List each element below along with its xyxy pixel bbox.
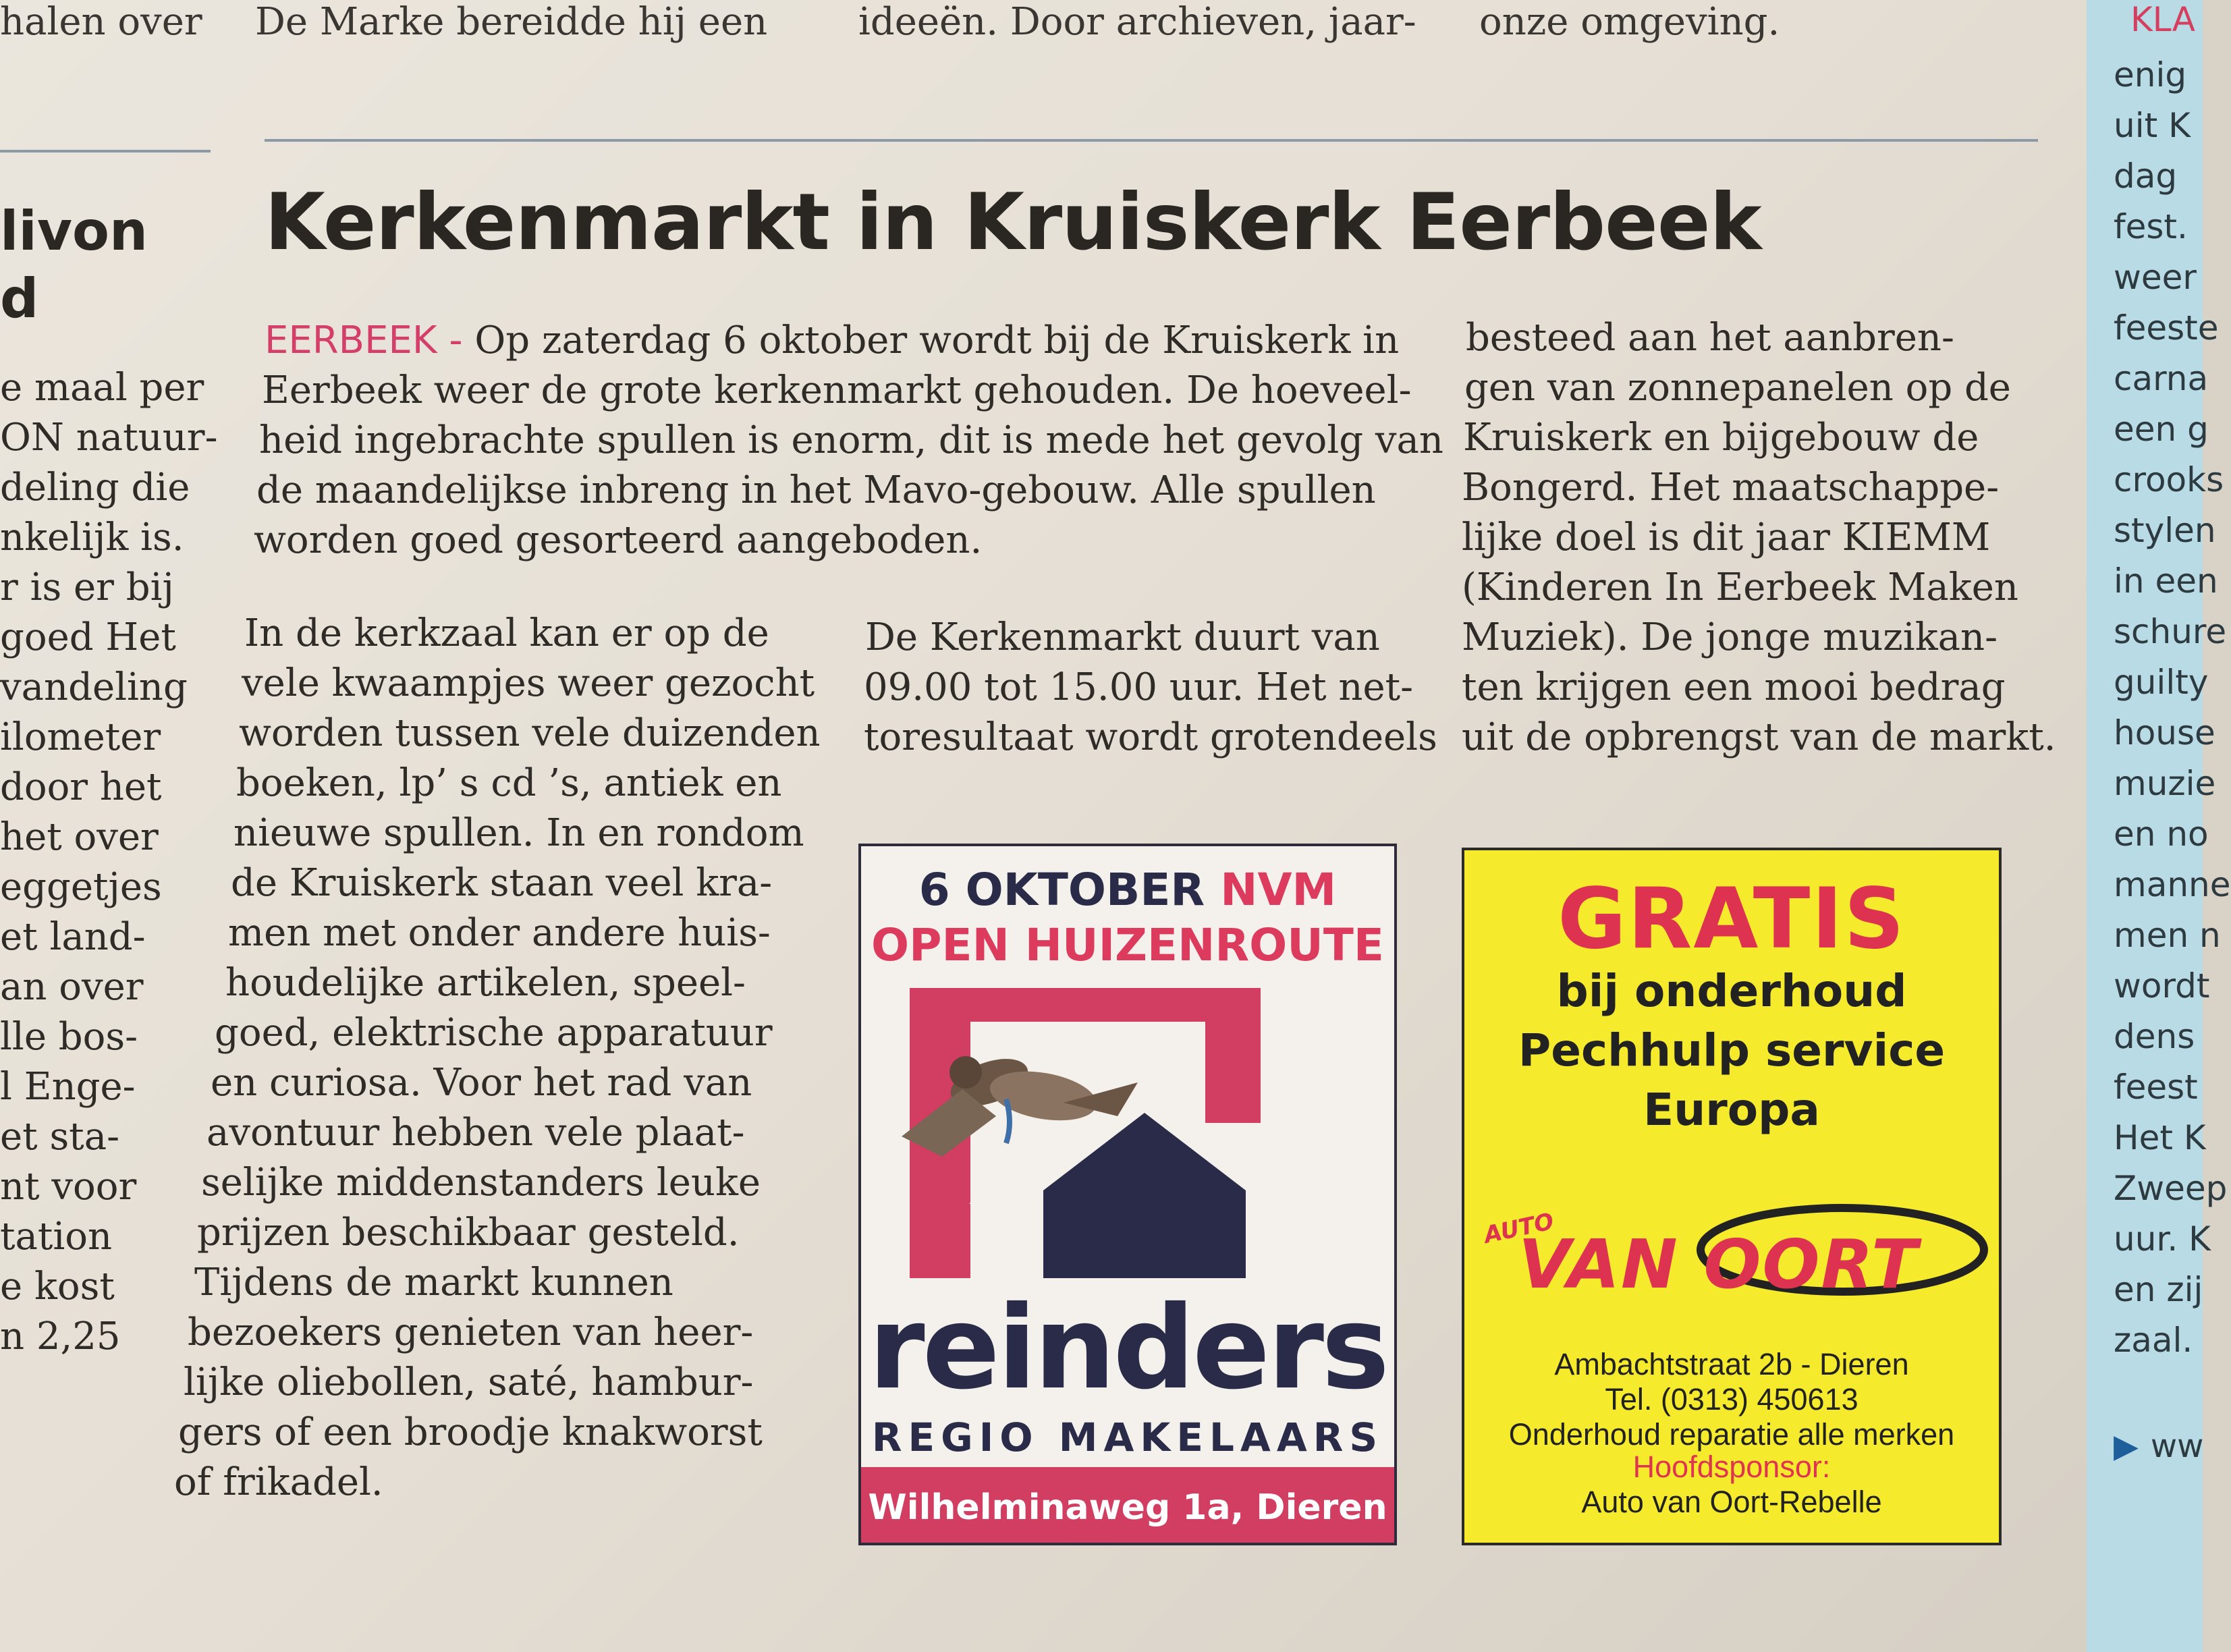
body-line: Tijdens de markt kunnen (194, 1261, 673, 1304)
body-line: (Kinderen In Eerbeek Maken (1462, 566, 2018, 609)
right-column-title: KLA (2130, 0, 2195, 39)
vanoort-line-1: bij onderhoud (1556, 965, 1907, 1017)
right-column-line: men n (2114, 916, 2221, 955)
body-line: men met onder andere huis- (228, 911, 771, 955)
reinders-nvm: NVM (1205, 864, 1337, 916)
body-line: of frikadel. (174, 1460, 383, 1504)
body-line: Bongerd. Het maatschappe- (1462, 466, 2000, 510)
right-column-line: en no (2114, 815, 2209, 854)
lead-line: de maandelijkse inbreng in het Mavo-gebouw. Alle spullen (256, 468, 1376, 512)
vanoort-gratis: GRATIS (1558, 871, 1906, 968)
body-line: de Kruiskerk staan veel kra- (231, 861, 773, 905)
right-column-line: feest (2114, 1068, 2198, 1107)
body-line: uit de opbrengst van de markt. (1462, 715, 2056, 759)
right-column-line: house (2114, 713, 2215, 752)
body-line: In de kerkzaal kan er op de (244, 611, 769, 655)
left-column-line: n 2,25 (0, 1315, 121, 1358)
body-line: Muziek). De jonge muzikan- (1462, 615, 1998, 659)
right-column-line: manne (2114, 865, 2231, 904)
right-column-line: schure (2114, 612, 2227, 651)
left-rule (0, 150, 211, 153)
left-column-line: et sta- (0, 1115, 119, 1159)
vanoort-logo-small: AUTO (1481, 1207, 1557, 1249)
right-column-line: en zij (2114, 1270, 2203, 1309)
vanoort-sponsor: Auto van Oort-Rebelle (1581, 1485, 1882, 1519)
right-column-line: in een (2114, 561, 2218, 601)
right-column-line: Zweep (2114, 1169, 2228, 1208)
left-column-line: het over (0, 815, 159, 859)
body-line: De Kerkenmarkt duurt van (865, 615, 1380, 659)
body-line: gen van zonnepanelen op de (1464, 366, 2011, 410)
body-line: goed, elektrische apparatuur (215, 1011, 773, 1055)
right-column-line: fest. (2114, 207, 2188, 246)
left-column-line: an over (0, 965, 144, 1009)
right-column-link-text: ww (2150, 1427, 2204, 1465)
reinders-address-bar (861, 1467, 1394, 1543)
article-headline: Kerkenmarkt in Kruiskerk Eerbeek (265, 177, 1761, 268)
right-column-line: uit K (2114, 106, 2191, 145)
right-column-link[interactable] (2114, 1427, 2203, 1465)
body-line: Kruiskerk en bijgebouw de (1463, 416, 1979, 460)
vanoort-address: Ambachtstraat 2b - Dieren (1554, 1347, 1909, 1381)
body-line: lijke doel is dit jaar KIEMM (1462, 516, 1991, 559)
reinders-date: 6 OKTOBER (918, 864, 1205, 916)
reinders-route: OPEN HUIZENROUTE (871, 919, 1384, 971)
right-column-line: feeste (2114, 308, 2219, 348)
reinders-date-line (861, 864, 1394, 916)
left-column-line: e maal per (0, 366, 204, 410)
article-kicker: EERBEEK - (265, 319, 463, 362)
lead-line: heid ingebrachte spullen is enorm, dit is mede het gevolg van (259, 418, 1443, 462)
vanoort-line-3: Europa (1643, 1084, 1820, 1136)
body-line: bezoekers genieten van heer- (188, 1311, 754, 1354)
left-column-line: et land- (0, 915, 146, 959)
right-column-line: Het K (2114, 1118, 2206, 1157)
body-line: besteed aan het aanbren- (1466, 316, 1954, 360)
reinders-advertisement (858, 844, 1397, 1545)
right-column-line: crooks (2114, 460, 2224, 499)
left-column-line: l Enge- (0, 1065, 136, 1109)
article-top-rule (265, 139, 2038, 142)
top-fragment-2: De Marke bereidde hij een (255, 0, 768, 44)
body-line: prijzen beschikbaar gesteld. (197, 1211, 740, 1255)
left-column-line: nkelijk is. (0, 516, 184, 559)
body-line: worden tussen vele duizenden (239, 711, 821, 755)
right-column-line: uur. K (2114, 1219, 2211, 1259)
body-line: nieuwe spullen. In en rondom (233, 811, 804, 855)
left-column-headline: livon (0, 200, 148, 263)
body-line: avontuur hebben vele plaat- (206, 1111, 745, 1155)
body-line: toresultaat wordt grotendeels (864, 715, 1437, 759)
top-fragment-4: onze omgeving. (1479, 0, 1780, 44)
body-line: en curiosa. Voor het rad van (211, 1061, 752, 1105)
vanoort-logo-icon (1464, 1188, 1999, 1323)
left-column-line: deling die (0, 466, 190, 510)
body-line: boeken, lp’ s cd ’s, antiek en (236, 761, 782, 805)
lead-line: Eerbeek weer de grote kerkenmarkt gehouden. De hoeveel- (262, 368, 1412, 412)
right-column-line: guilty (2114, 663, 2209, 702)
body-line: houdelijke artikelen, speel- (225, 961, 746, 1005)
house-sparrow-logo-icon (861, 981, 1394, 1278)
vanoort-sponsor-label: Hoofdsponsor: (1632, 1450, 1831, 1484)
right-column-line: enig (2114, 55, 2187, 94)
left-column-line: r is er bij (0, 566, 174, 609)
left-column-line: tation (0, 1215, 113, 1259)
body-line: ten krijgen een mooi bedrag (1462, 665, 2006, 709)
triangle-right-icon: ▶ (2114, 1427, 2139, 1465)
lead-text: Op zaterdag 6 oktober wordt bij de Kruiskerk in (462, 319, 1400, 362)
top-fragment-3: ideeën. Door archieven, jaar- (858, 0, 1416, 44)
left-column-line: nt voor (0, 1165, 137, 1209)
lead-line-1 (265, 319, 1399, 362)
vanoort-phone: Tel. (0313) 450613 (1605, 1382, 1858, 1416)
right-column-line: muzie (2114, 764, 2216, 803)
left-column-line: e kost (0, 1265, 115, 1309)
top-fragment-1: halen over (0, 0, 202, 44)
left-column-line: ON natuur- (0, 416, 218, 460)
left-column-line: eggetjes (0, 865, 162, 909)
vanoort-advertisement (1462, 848, 2002, 1545)
left-column-headline-2: d (0, 267, 39, 330)
right-column-line: stylen (2114, 511, 2216, 550)
right-side-column (2087, 0, 2231, 1652)
reinders-subtitle: REGIO MAKELAARS (871, 1414, 1384, 1460)
right-column-line: zaal. (2114, 1321, 2193, 1360)
left-column-line: door het (0, 765, 162, 809)
left-column-line: lle bos- (0, 1015, 138, 1059)
right-column-line: wordt (2114, 966, 2210, 1006)
right-column-line: weer (2114, 258, 2197, 297)
left-column-line: goed Het (0, 615, 176, 659)
body-line: selijke middenstanders leuke (201, 1161, 761, 1205)
left-column-line: vandeling (0, 665, 188, 709)
body-line: gers of een broodje knakworst (178, 1410, 763, 1454)
vanoort-service: Onderhoud reparatie alle merken (1508, 1417, 1955, 1452)
vanoort-line-2: Pechhulp service (1518, 1024, 1946, 1076)
right-column-line: dag (2114, 157, 2178, 196)
right-column-line: een g (2114, 410, 2209, 449)
reinders-brand: reinders (868, 1282, 1387, 1415)
left-column-line: ilometer (0, 715, 161, 759)
right-column-line: dens (2114, 1017, 2195, 1056)
reinders-address: Wilhelminaweg 1a, Dieren (868, 1487, 1387, 1528)
vanoort-logo-name: VAN OORT (1518, 1225, 1919, 1304)
body-line: lijke oliebollen, saté, hambur- (184, 1360, 754, 1404)
body-line: vele kwaampjes weer gezocht (242, 661, 815, 705)
body-line: 09.00 tot 15.00 uur. Het net- (864, 665, 1414, 709)
right-column-line: carna (2114, 359, 2209, 398)
lead-line: worden goed gesorteerd aangeboden. (254, 518, 983, 562)
